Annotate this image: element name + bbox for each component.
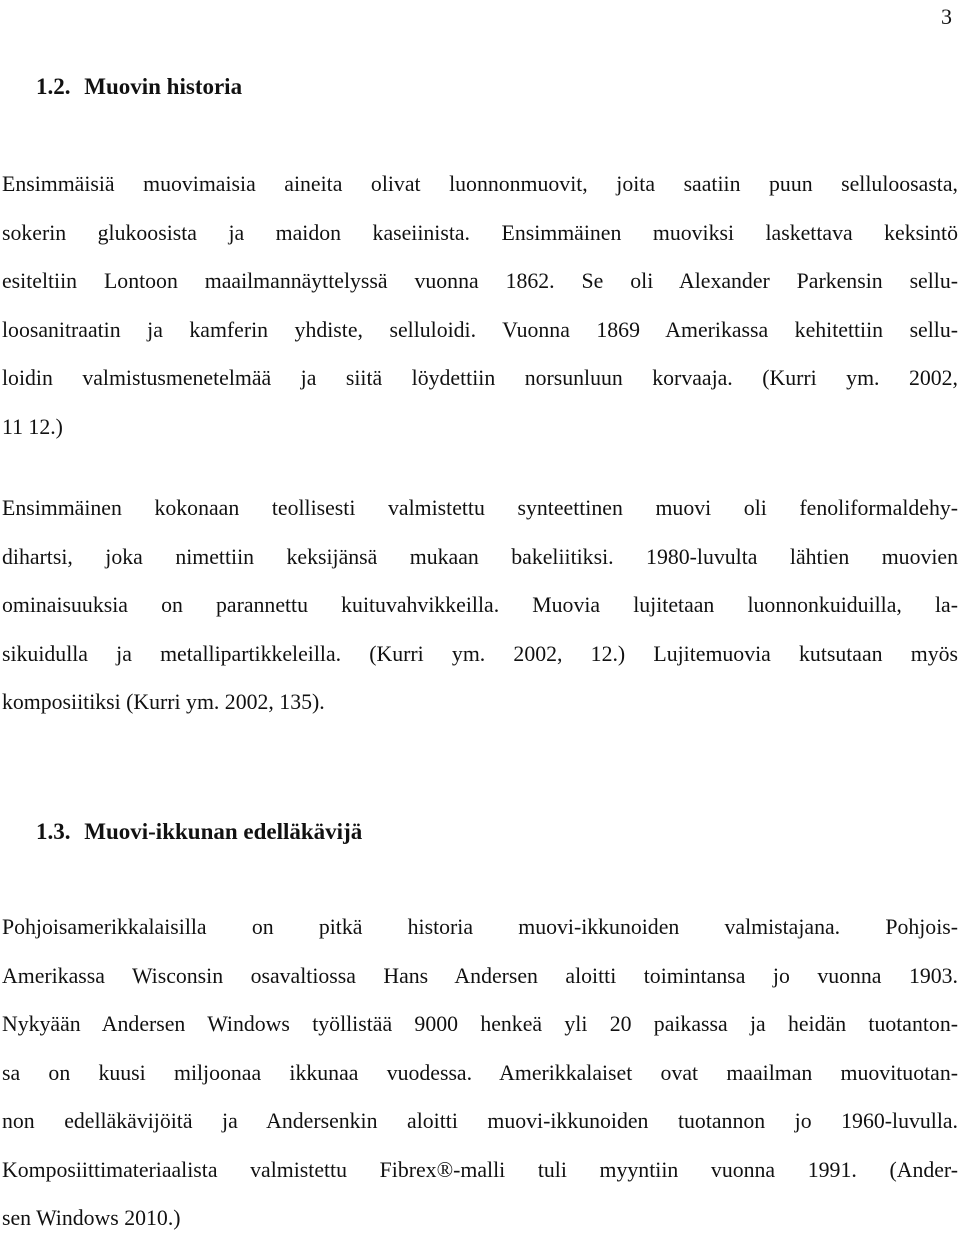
- paragraph-line: komposiitiksi (Kurri ym. 2002, 135).: [2, 690, 325, 714]
- paragraph-line: non edelläkävijöitä ja Andersenkin aloitti muovi-ikkunoiden tuotannon jo 1960-luvulla.: [2, 1109, 958, 1133]
- paragraph-line: Nykyään Andersen Windows työllistää 9000 henkeä yli 20 paikassa ja heidän tuotanton-: [2, 1012, 958, 1036]
- paragraph-line: ominaisuuksia on parannettu kuituvahvikkeilla. Muovia lujitetaan luonnonkuiduilla, la-: [2, 593, 958, 617]
- paragraph-line: Ensimmäinen kokonaan teollisesti valmistettu synteettinen muovi oli fenoliformaldehy-: [2, 496, 958, 520]
- paragraph-plastic-origins: [2, 167, 958, 458]
- page-number: 3: [941, 4, 952, 29]
- paragraph-bakelite: [2, 491, 958, 734]
- paragraph-line: 11 12.): [2, 414, 63, 439]
- paragraph-line: dihartsi, joka nimettiin keksijänsä mukaan bakeliitiksi. 1980-luvulta lähtien muovien: [2, 544, 958, 569]
- section-title: Muovin historia: [84, 74, 243, 99]
- paragraph-line: Komposiittimateriaalista valmistettu Fibrex®-malli tuli myyntiin vuonna 1991. (Ander-: [2, 1157, 958, 1182]
- paragraph-window-pioneer: [2, 910, 958, 1250]
- section-title: Muovi-ikkunan edelläkävijä: [84, 819, 363, 844]
- section-number: 1.2.: [36, 74, 71, 99]
- section-heading-1-3: [36, 815, 362, 849]
- paragraph-line: Amerikassa Wisconsin osavaltiossa Hans Andersen aloitti toimintansa jo vuonna 1903.: [2, 963, 958, 988]
- paragraph-line: sikuidulla ja metallipartikkeleilla. (Kurri ym. 2002, 12.) Lujitemuovia kutsutaan myös: [2, 641, 958, 666]
- paragraph-line: loidin valmistusmenetelmää ja siitä löydettiin norsunluun korvaaja. (Kurri ym. 2002,: [2, 366, 958, 390]
- paragraph-line: esiteltiin Lontoon maailmannäyttelyssä vuonna 1862. Se oli Alexander Parkensin sellu-: [2, 269, 958, 293]
- paragraph-line: sen Windows 2010.): [2, 1206, 181, 1230]
- paragraph-line: Pohjoisamerikkalaisilla on pitkä historia muovi-ikkunoiden valmistajana. Pohjois-: [2, 915, 958, 939]
- paragraph-line: loosanitraatin ja kamferin yhdiste, selluloidi. Vuonna 1869 Amerikassa kehitettiin sellu-: [2, 317, 958, 342]
- paragraph-line: sokerin glukoosista ja maidon kaseiinista. Ensimmäinen muoviksi laskettava keksintö: [2, 220, 958, 245]
- section-heading-1-2: [36, 70, 242, 104]
- paragraph-line: sa on kuusi miljoonaa ikkunaa vuodessa. Amerikkalaiset ovat maailman muovituotan-: [2, 1060, 958, 1085]
- section-number: 1.3.: [36, 819, 71, 844]
- paragraph-line: Ensimmäisiä muovimaisia aineita olivat luonnonmuovit, joita saatiin puun selluloosasta,: [2, 172, 958, 196]
